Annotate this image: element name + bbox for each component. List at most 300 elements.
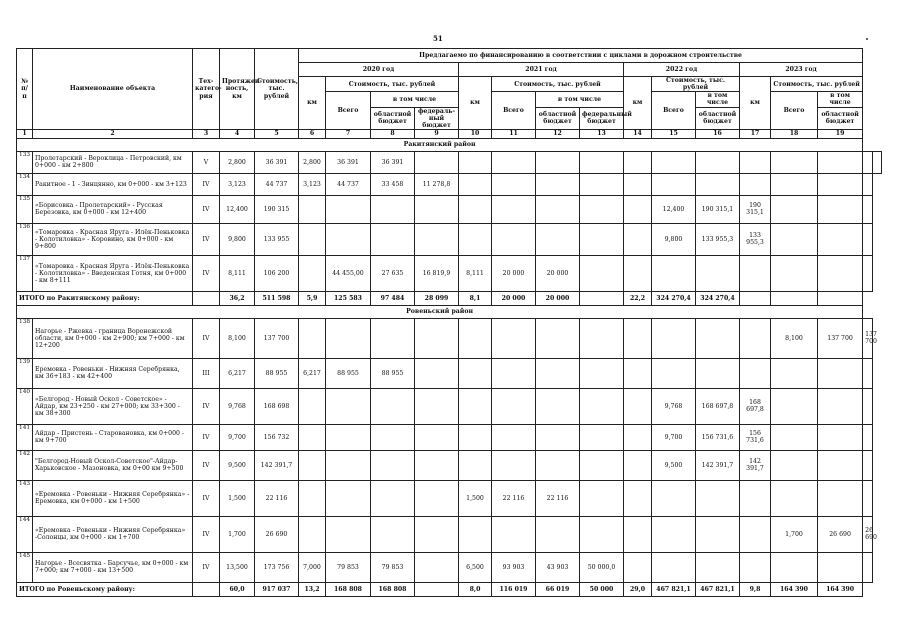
table-cell xyxy=(652,516,696,552)
district-header-row xyxy=(17,305,882,318)
total-header: Всего xyxy=(326,92,371,130)
table-cell: 26 690 xyxy=(818,516,863,552)
table-cell: 11 278,8 xyxy=(415,173,459,195)
object-name: «Томаровка - Красная Яруга - Илёк-Пеньковка - Колотиловка» - Коровино, км 0+000 - км 9+800 xyxy=(33,223,193,255)
table-cell xyxy=(371,318,415,358)
table-cell: 88 955 xyxy=(371,358,415,388)
incl-header: в том числе xyxy=(536,92,624,107)
column-number: 16 xyxy=(696,129,740,138)
table-cell xyxy=(415,223,459,255)
table-header xyxy=(17,49,882,139)
object-name: Ракитное - 1 - Зинцянно, км 0+000 - км 3+123 xyxy=(33,173,193,195)
col-name-header: Наименование объекта xyxy=(33,49,193,130)
table-cell: 6,217 xyxy=(299,358,326,388)
total-cell: 467 821,1 xyxy=(696,582,740,596)
table-cell: 168 697,8 xyxy=(696,388,740,424)
cost-header: Стоимость, тыс. рублей xyxy=(652,77,740,92)
table-cell xyxy=(415,388,459,424)
row-number: 133 xyxy=(17,151,33,173)
total-cell xyxy=(193,582,220,596)
table-cell: 36 391 xyxy=(371,151,415,173)
table-cell xyxy=(771,424,818,450)
table-cell xyxy=(624,388,652,424)
column-number: 15 xyxy=(652,129,696,138)
total-cell: 324 270,4 xyxy=(696,291,740,305)
total-label: ИТОГО по Ровеньскому району: xyxy=(17,582,193,596)
table-cell: 26 690 xyxy=(863,516,872,552)
table-cell xyxy=(624,480,652,516)
table-cell: 79 853 xyxy=(326,552,371,582)
district-total-row xyxy=(17,582,882,596)
table-cell xyxy=(415,552,459,582)
table-cell: IV xyxy=(193,173,220,195)
table-cell: 20 000 xyxy=(536,255,580,291)
table-cell: IV xyxy=(193,318,220,358)
total-cell: 66 019 xyxy=(536,582,580,596)
table-cell: 9,500 xyxy=(220,450,255,480)
table-cell xyxy=(740,358,771,388)
table-cell xyxy=(299,318,326,358)
column-number: 18 xyxy=(771,129,818,138)
table-cell xyxy=(652,173,696,195)
table-cell: 50 000,0 xyxy=(580,552,624,582)
financing-group-header: Предлагаемо по финансированию в соответствии с циклами в дорожном строительстве xyxy=(299,49,863,63)
table-cell xyxy=(696,480,740,516)
total-cell: 20 000 xyxy=(536,291,580,305)
table-cell: 88 955 xyxy=(255,358,299,388)
table-cell: 12,400 xyxy=(652,195,696,223)
table-cell xyxy=(415,480,459,516)
table-cell: IV xyxy=(193,450,220,480)
table-cell: 9,800 xyxy=(652,223,696,255)
row-number: 141 xyxy=(17,424,33,450)
table-cell: 33 458 xyxy=(371,173,415,195)
table-cell xyxy=(326,318,371,358)
km-header: км xyxy=(624,77,652,130)
incl-header: в том числе xyxy=(371,92,459,107)
table-cell: 20 000 xyxy=(492,255,536,291)
table-cell xyxy=(299,424,326,450)
table-cell xyxy=(580,255,624,291)
total-cell xyxy=(580,291,624,305)
table-cell: 168 698 xyxy=(255,388,299,424)
total-cell: 22,2 xyxy=(624,291,652,305)
column-number: 2 xyxy=(33,129,193,138)
table-cell xyxy=(580,480,624,516)
table-cell xyxy=(696,318,740,358)
table-row xyxy=(17,173,882,195)
table-cell xyxy=(740,480,771,516)
total-cell: 5,9 xyxy=(299,291,326,305)
table-body xyxy=(17,138,882,596)
table-cell xyxy=(696,358,740,388)
table-cell xyxy=(459,388,492,424)
row-number: 143 xyxy=(17,480,33,516)
table-cell xyxy=(459,223,492,255)
table-cell: IV xyxy=(193,424,220,450)
table-cell: 12,400 xyxy=(220,195,255,223)
total-cell: 324 270,4 xyxy=(652,291,696,305)
total-cell xyxy=(771,291,818,305)
table-cell xyxy=(326,480,371,516)
table-cell xyxy=(299,388,326,424)
table-row xyxy=(17,424,882,450)
table-cell: 44 737 xyxy=(255,173,299,195)
table-cell xyxy=(818,195,863,223)
table-row xyxy=(17,318,882,358)
year-2020-header: 2020 год xyxy=(299,63,459,77)
table-cell xyxy=(771,450,818,480)
table-cell xyxy=(536,516,580,552)
federal-header: федераль-ный бюджет xyxy=(415,107,459,129)
table-cell: IV xyxy=(193,480,220,516)
object-name: «Белгород - Новый Оскол - Советское» - Айдар, км 23+250 - км 27+000; км 33+300 - км 38+300 xyxy=(33,388,193,424)
table-cell: 1,700 xyxy=(220,516,255,552)
table-cell xyxy=(652,318,696,358)
object-name: «Томаровка - Красная Яруга - Илёк-Пеньковка - Колотиловка» - Введенская Готня, км 0+000 - км 8+111 xyxy=(33,255,193,291)
table-cell xyxy=(326,424,371,450)
table-cell xyxy=(371,450,415,480)
table-cell xyxy=(580,516,624,552)
district-total-row xyxy=(17,291,882,305)
table-cell xyxy=(371,424,415,450)
table-cell xyxy=(624,450,652,480)
table-cell xyxy=(696,173,740,195)
total-cell: 29,0 xyxy=(624,582,652,596)
financing-table xyxy=(16,48,882,597)
table-cell xyxy=(492,195,536,223)
table-cell: 79 853 xyxy=(371,552,415,582)
total-cell: 917 037 xyxy=(255,582,299,596)
table-cell xyxy=(536,358,580,388)
col-cost-header: Стоимость, тыс. рублей xyxy=(255,49,299,130)
column-number: 4 xyxy=(220,129,255,138)
table-cell: 6,217 xyxy=(220,358,255,388)
col-category-header: Тех-катего-рия xyxy=(193,49,220,130)
table-row xyxy=(17,552,882,582)
table-cell xyxy=(771,223,818,255)
table-cell: 43 903 xyxy=(536,552,580,582)
total-cell: 97 484 xyxy=(371,291,415,305)
table-row xyxy=(17,516,882,552)
table-cell: 133 955,3 xyxy=(740,223,771,255)
table-cell xyxy=(624,255,652,291)
table-row xyxy=(17,480,882,516)
table-cell xyxy=(771,358,818,388)
district-name: Ровеньский район xyxy=(17,305,863,318)
table-cell xyxy=(536,424,580,450)
table-cell: 1,500 xyxy=(459,480,492,516)
table-row xyxy=(17,151,882,173)
table-cell xyxy=(580,358,624,388)
table-cell xyxy=(299,223,326,255)
object-name: Нагорье - Ржевка - граница Воронежской области, км 0+000 - км 2+900; км 7+000 - км 12+200 xyxy=(33,318,193,358)
row-number: 145 xyxy=(17,552,33,582)
table-cell xyxy=(459,450,492,480)
table-cell xyxy=(863,358,872,388)
table-cell: IV xyxy=(193,195,220,223)
incl-header: в том числе xyxy=(818,92,863,107)
total-cell: 164 390 xyxy=(818,582,863,596)
column-number: 17 xyxy=(740,129,771,138)
table-cell xyxy=(492,223,536,255)
table-cell xyxy=(459,173,492,195)
table-cell: 9,800 xyxy=(220,223,255,255)
table-cell: 22 116 xyxy=(536,480,580,516)
table-cell: V xyxy=(193,151,220,173)
table-cell xyxy=(371,388,415,424)
object-name: «Еремовка - Ровеньки - Нижняя Серебрянка» -Солонцы, км 0+000 - км 1+700 xyxy=(33,516,193,552)
table-cell xyxy=(818,255,863,291)
table-cell: 2,800 xyxy=(220,151,255,173)
row-number: 138 xyxy=(17,318,33,358)
table-cell: 133 955 xyxy=(255,223,299,255)
table-cell xyxy=(818,450,863,480)
cost-header: Стоимость, тыс. рублей xyxy=(771,77,863,92)
table-cell: 93 903 xyxy=(492,552,536,582)
table-row xyxy=(17,223,882,255)
table-cell xyxy=(652,480,696,516)
year-2021-header: 2021 год xyxy=(459,63,624,77)
total-header: Всего xyxy=(771,92,818,130)
column-number: 6 xyxy=(299,129,326,138)
table-cell xyxy=(371,480,415,516)
table-cell xyxy=(740,552,771,582)
table-cell xyxy=(771,552,818,582)
table-cell xyxy=(818,388,863,424)
table-cell: 106 200 xyxy=(255,255,299,291)
total-cell: 8,1 xyxy=(459,291,492,305)
incl-header: в том числе xyxy=(696,92,740,107)
object-name: Еремовка - Ровеньки - Нижняя Серебрянка, км 36+183 - км 42+400 xyxy=(33,358,193,388)
column-number: 14 xyxy=(624,129,652,138)
table-cell xyxy=(492,151,536,173)
table-cell xyxy=(818,151,863,173)
table-cell xyxy=(624,358,652,388)
column-number: 11 xyxy=(492,129,536,138)
column-number: 19 xyxy=(818,129,863,138)
table-cell xyxy=(771,173,818,195)
table-cell xyxy=(492,450,536,480)
table-cell xyxy=(536,223,580,255)
total-cell: 164 390 xyxy=(771,582,818,596)
table-cell: 13,500 xyxy=(220,552,255,582)
table-cell xyxy=(863,255,872,291)
table-cell: 88 955 xyxy=(326,358,371,388)
table-cell xyxy=(624,552,652,582)
table-cell xyxy=(624,318,652,358)
table-cell xyxy=(580,318,624,358)
table-cell xyxy=(415,450,459,480)
table-cell xyxy=(459,195,492,223)
table-cell: 156 731,6 xyxy=(696,424,740,450)
table-cell: 190 315 xyxy=(255,195,299,223)
total-cell: 511 598 xyxy=(255,291,299,305)
table-row xyxy=(17,450,882,480)
table-cell xyxy=(652,552,696,582)
column-number: 3 xyxy=(193,129,220,138)
total-cell: 168 808 xyxy=(371,582,415,596)
table-cell xyxy=(771,388,818,424)
table-cell: III xyxy=(193,358,220,388)
table-cell xyxy=(326,450,371,480)
table-cell xyxy=(299,450,326,480)
table-cell: 9,768 xyxy=(220,388,255,424)
table-cell xyxy=(415,151,459,173)
table-cell: 137 700 xyxy=(255,318,299,358)
table-cell: 190 315,1 xyxy=(740,195,771,223)
table-cell xyxy=(326,388,371,424)
table-cell xyxy=(818,173,863,195)
table-cell xyxy=(580,223,624,255)
table-cell: 137 700 xyxy=(863,318,872,358)
table-cell xyxy=(771,480,818,516)
object-name: Нагорье - Всесвятка - Барсучье, км 0+000 - км 7+000; км 7+000 - км 13+500 xyxy=(33,552,193,582)
regional-header: областной бюджет xyxy=(536,107,580,129)
regional-header: областной бюджет xyxy=(696,107,740,129)
object-name: "Белгород-Новый Оскол-Советское"-Айдар-Харьковское - Мазоновка, км 0+00 км 9+500 xyxy=(33,450,193,480)
table-cell: 44 737 xyxy=(326,173,371,195)
total-cell: 9,8 xyxy=(740,582,771,596)
table-cell xyxy=(326,223,371,255)
total-header: Всего xyxy=(652,92,696,130)
table-cell: 9,700 xyxy=(220,424,255,450)
table-cell: 8,111 xyxy=(220,255,255,291)
total-cell: 467 821,1 xyxy=(652,582,696,596)
total-header: Всего xyxy=(492,92,536,130)
table-cell xyxy=(818,552,863,582)
table-cell xyxy=(492,318,536,358)
table-row xyxy=(17,195,882,223)
table-cell xyxy=(536,388,580,424)
table-cell xyxy=(863,151,872,173)
col-length-header: Протяжен-ность, км xyxy=(220,49,255,130)
table-cell xyxy=(299,516,326,552)
table-cell: 137 700 xyxy=(818,318,863,358)
row-number: 137 xyxy=(17,255,33,291)
table-cell: 22 116 xyxy=(255,480,299,516)
table-cell xyxy=(863,480,872,516)
row-number: 136 xyxy=(17,223,33,255)
table-cell xyxy=(371,223,415,255)
table-cell xyxy=(624,195,652,223)
total-cell xyxy=(415,582,459,596)
table-cell: 142 391,7 xyxy=(255,450,299,480)
table-cell xyxy=(492,358,536,388)
table-cell xyxy=(624,223,652,255)
row-number: 144 xyxy=(17,516,33,552)
table-cell: 2,800 xyxy=(299,151,326,173)
page-number: 51 xyxy=(433,34,443,43)
table-cell xyxy=(459,424,492,450)
table-cell: 8,111 xyxy=(459,255,492,291)
row-number: 140 xyxy=(17,388,33,424)
table-cell: IV xyxy=(193,516,220,552)
object-name: Айдар - Пристень - Старовановка, км 0+000 - км 9+700 xyxy=(33,424,193,450)
column-number: 10 xyxy=(459,129,492,138)
table-cell: 16 819,9 xyxy=(415,255,459,291)
cost-header: Стоимость, тыс. рублей xyxy=(492,77,624,92)
table-cell xyxy=(771,195,818,223)
federal-header: федеральный бюджет xyxy=(580,107,624,129)
table-cell xyxy=(580,173,624,195)
table-cell xyxy=(696,151,740,173)
row-number: 134 xyxy=(17,173,33,195)
column-number: 9 xyxy=(415,129,459,138)
table-cell xyxy=(326,195,371,223)
table-cell xyxy=(459,516,492,552)
row-number: 142 xyxy=(17,450,33,480)
table-cell: 133 955,3 xyxy=(696,223,740,255)
total-cell: 28 099 xyxy=(415,291,459,305)
table-cell xyxy=(492,424,536,450)
table-cell: IV xyxy=(193,552,220,582)
table-cell: 7,000 xyxy=(299,552,326,582)
table-cell xyxy=(415,195,459,223)
table-row xyxy=(17,255,882,291)
table-cell xyxy=(652,151,696,173)
table-cell: 156 731,6 xyxy=(740,424,771,450)
table-cell: 173 756 xyxy=(255,552,299,582)
table-cell xyxy=(415,358,459,388)
regional-header: областной бюджет xyxy=(371,107,415,129)
row-number: 139 xyxy=(17,358,33,388)
table-cell: 44 455,00 xyxy=(326,255,371,291)
table-cell xyxy=(536,318,580,358)
total-cell: 36,2 xyxy=(220,291,255,305)
scan-dot xyxy=(866,38,868,40)
table-cell xyxy=(872,151,881,173)
table-cell: 168 697,8 xyxy=(740,388,771,424)
table-cell xyxy=(536,195,580,223)
table-cell xyxy=(492,173,536,195)
table-cell xyxy=(652,358,696,388)
district-name: Ракитянский район xyxy=(17,138,863,151)
table-cell xyxy=(696,255,740,291)
district-header-row xyxy=(17,138,882,151)
regional-header: областной бюджет xyxy=(818,107,863,129)
table-cell xyxy=(740,318,771,358)
table-cell xyxy=(624,516,652,552)
column-number: 12 xyxy=(536,129,580,138)
year-2023-header: 2023 год xyxy=(740,63,863,77)
table-cell xyxy=(536,173,580,195)
table-cell: 8,100 xyxy=(220,318,255,358)
table-cell xyxy=(863,388,872,424)
table-cell xyxy=(299,195,326,223)
table-cell: 1,500 xyxy=(220,480,255,516)
table-cell xyxy=(652,255,696,291)
table-cell xyxy=(459,318,492,358)
table-cell: 8,100 xyxy=(771,318,818,358)
table-cell xyxy=(415,318,459,358)
object-name: «Борисовка - Пролетарский» - Русская Березовка, км 0+000 - км 12+400 xyxy=(33,195,193,223)
table-cell xyxy=(492,516,536,552)
table-cell: IV xyxy=(193,388,220,424)
table-cell xyxy=(459,358,492,388)
column-number: 7 xyxy=(326,129,371,138)
total-label: ИТОГО по Ракитянскому району: xyxy=(17,291,193,305)
total-cell: 125 583 xyxy=(326,291,371,305)
table-cell xyxy=(492,388,536,424)
total-cell: 116 019 xyxy=(492,582,536,596)
table-cell xyxy=(624,424,652,450)
table-cell xyxy=(740,255,771,291)
table-cell xyxy=(415,516,459,552)
table-cell xyxy=(580,151,624,173)
table-cell xyxy=(696,552,740,582)
table-cell xyxy=(459,151,492,173)
